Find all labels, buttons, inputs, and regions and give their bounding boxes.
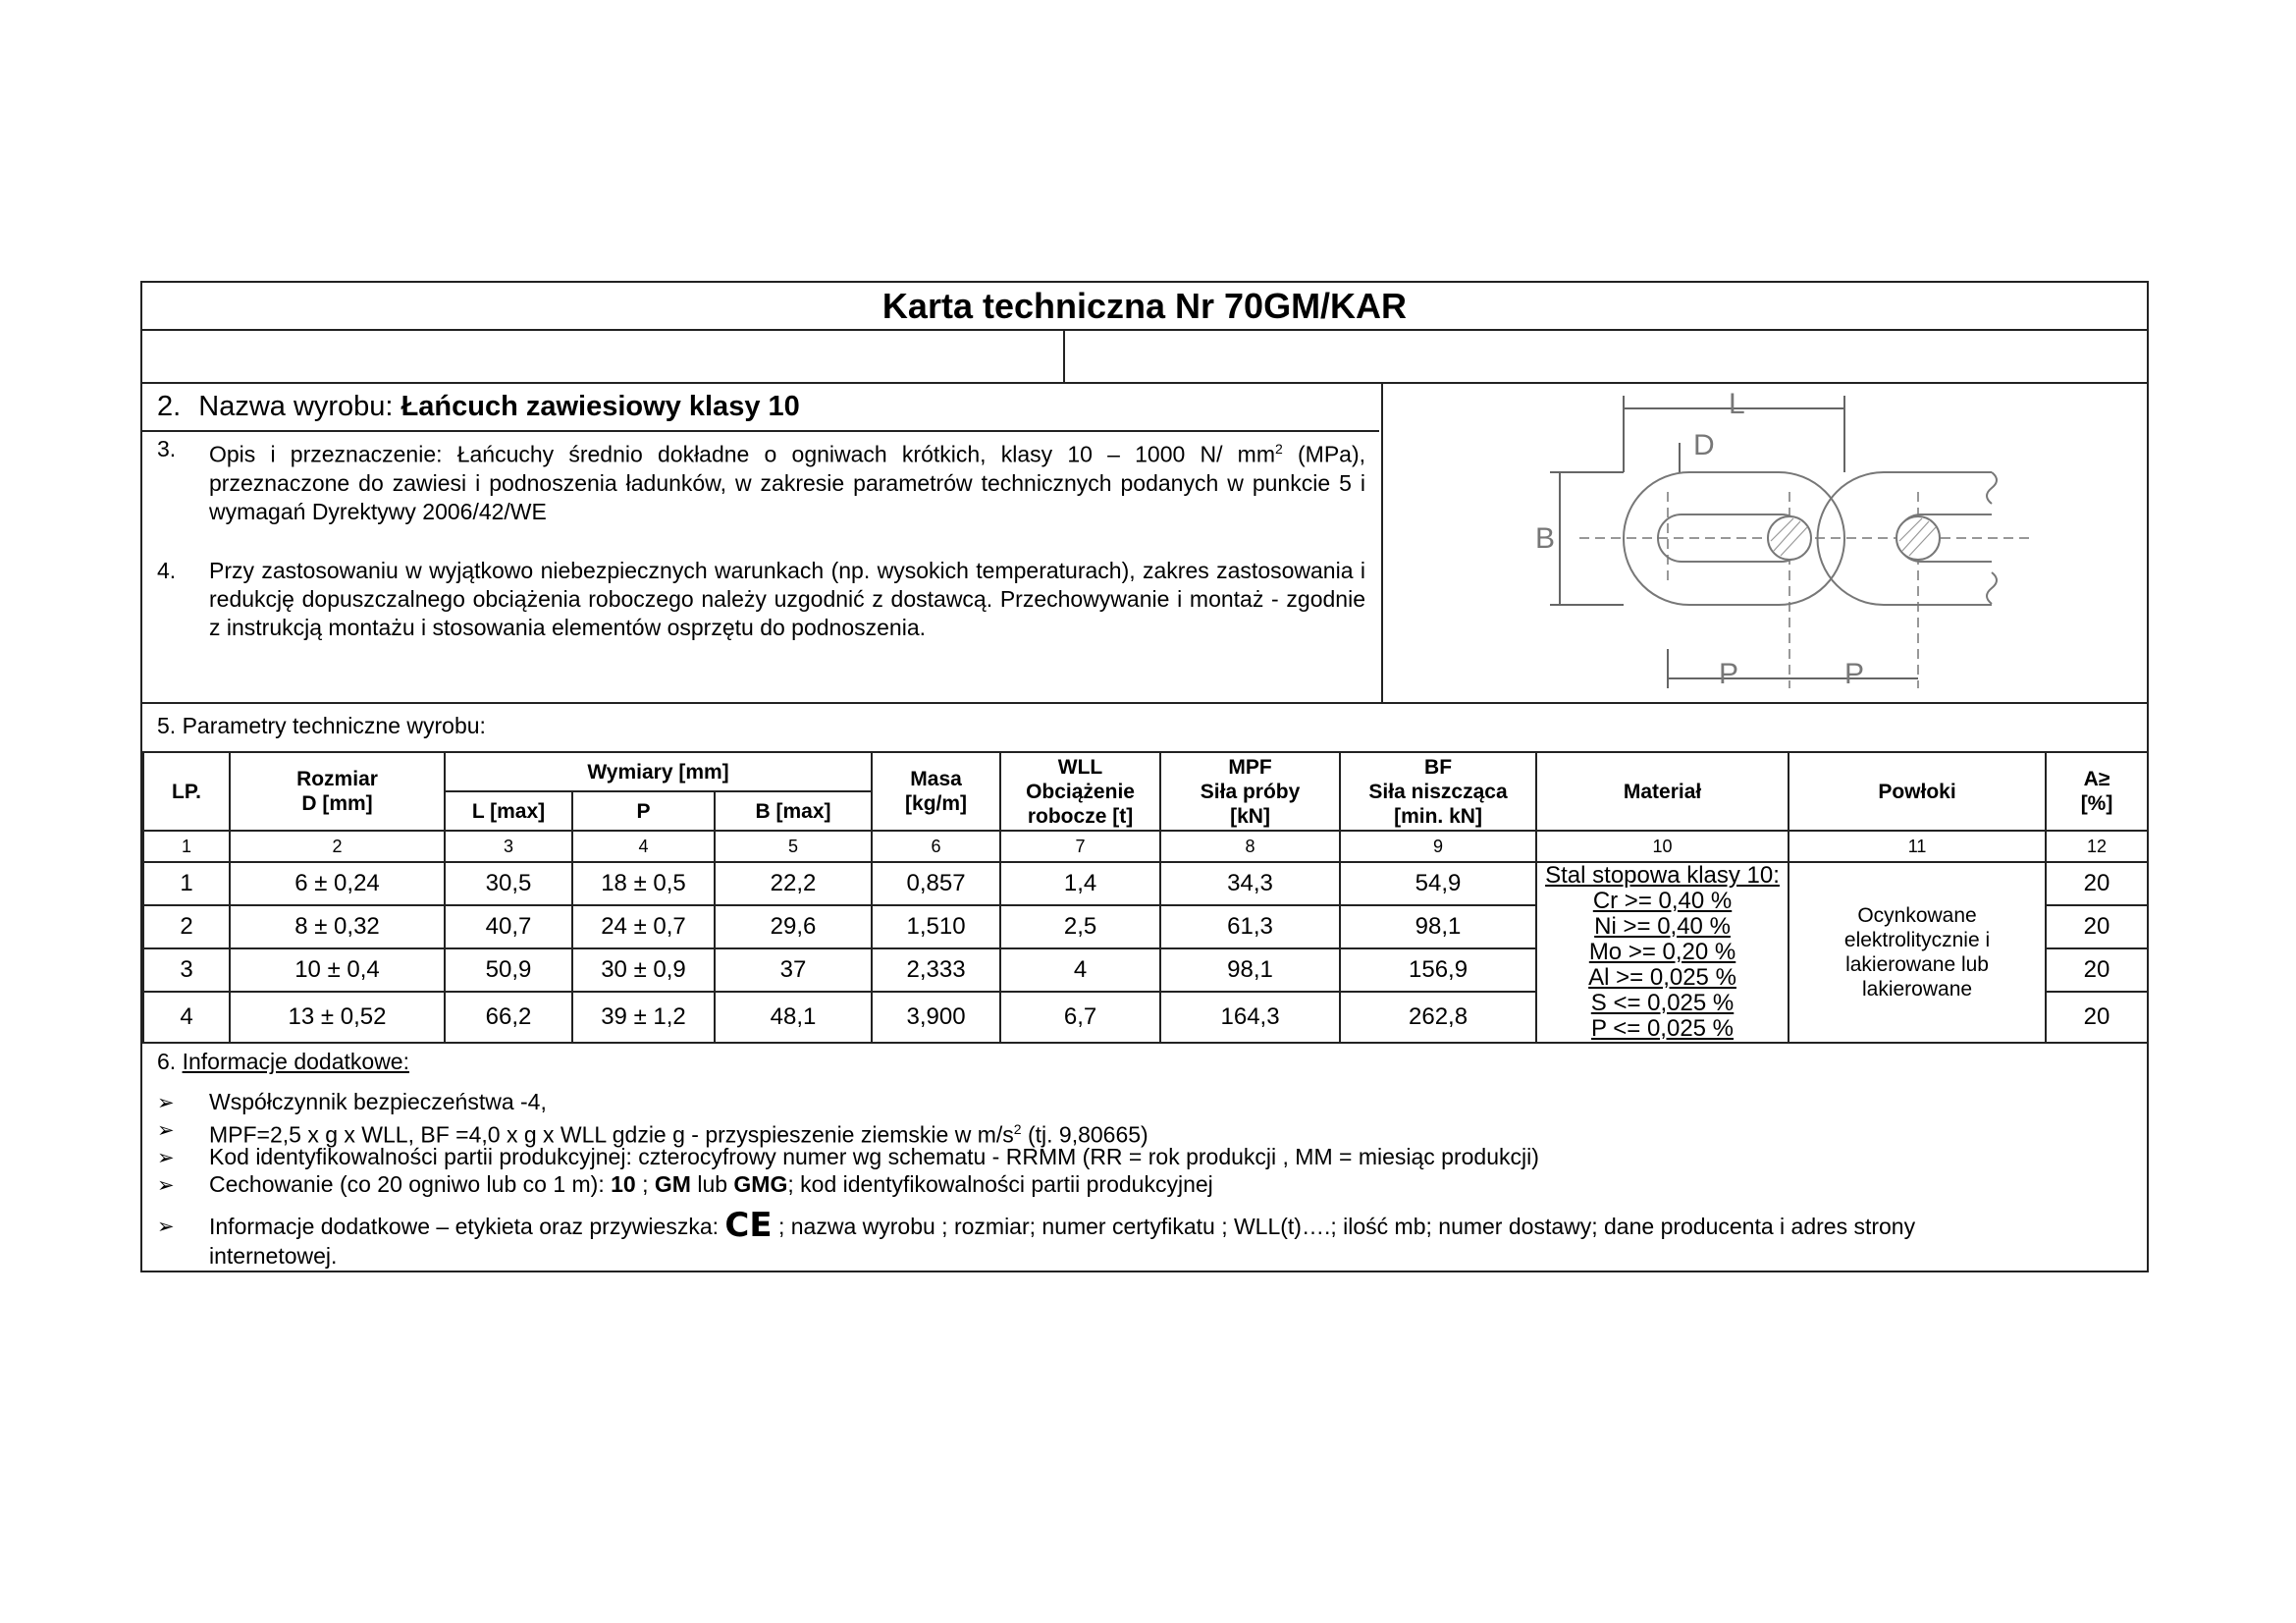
header-bf: BF Siła niszcząca [min. kN] [1340,752,1536,831]
cell-b: 37 [715,948,872,992]
coating-cell: Ocynkowane elektrolitycznie i lakierowane lub lakierowane [1789,862,2046,1043]
product-number: 2. [157,391,182,422]
cell-lp: 4 [143,992,230,1043]
cell-a: 20 [2046,948,2148,992]
column-number: 11 [1789,831,2046,862]
info-safety-factor: Współczynnik bezpieczeństwa -4, [209,1089,547,1114]
section5-title: 5. Parametry techniczne wyrobu: [157,713,486,738]
cell-p: 30 ± 0,9 [572,948,715,992]
column-number: 7 [1000,831,1160,862]
cell-b: 29,6 [715,905,872,948]
cell-b: 48,1 [715,992,872,1043]
header-b: B [max] [715,791,872,831]
header-wll: WLL Obciążenie robocze [t] [1000,752,1160,831]
cell-b: 22,2 [715,862,872,905]
info-traceability-code: Kod identyfikowalności partii produkcyjnej: czterocyfrowy numer wg schematu - RRMM (RR = rok produkcji , MM = miesiąc produkcji) [209,1144,1539,1169]
cell-d: 13 ± 0,52 [230,992,445,1043]
product-name: Łańcuch zawiesiowy klasy 10 [400,391,800,422]
cell-wll: 4 [1000,948,1160,992]
divider [1063,329,1065,382]
cell-lp: 1 [143,862,230,905]
cell-mpf: 61,3 [1160,905,1340,948]
label-b: B [1535,522,1556,555]
cell-bf: 54,9 [1340,862,1536,905]
material-cell: Stal stopowa klasy 10: Cr >= 0,40 % Ni >= 0,40 % Mo >= 0,20 % Al >= 0,025 % S <= 0,025 % P <= 0,025 % [1536,862,1789,1043]
header-mpf: MPF Siła próby [kN] [1160,752,1340,831]
bullet-icon: ➢ [157,1174,175,1197]
column-number: 4 [572,831,715,862]
cell-a: 20 [2046,862,2148,905]
column-number: 10 [1536,831,1789,862]
cell-mpf: 164,3 [1160,992,1340,1043]
section3-text: Opis i przeznaczenie: Łańcuchy średnio dokładne o ogniwach krótkich, klasy 10 – 1000 N/ $mm^2$ (MPa), przeznaczone do zawiesi i podnoszenia ładunków, w zakresie parametrów technicznych podanych w punkcie 5 i wymagań Dyrektywy 2006/42/WE [209,441,1365,524]
bullet-icon: ➢ [157,1216,175,1238]
label-p1: P [1719,658,1739,690]
divider [142,430,1379,432]
column-number: 8 [1160,831,1340,862]
cell-bf: 262,8 [1340,992,1536,1043]
header-material: Materiał [1536,752,1789,831]
header-lp: LP. [143,752,230,831]
cell-p: 18 ± 0,5 [572,862,715,905]
label-d: D [1693,429,1715,461]
section4-number: 4. [157,558,177,583]
header-a: A≥ [%] [2046,752,2148,831]
label-p2: P [1844,658,1865,690]
cell-wll: 6,7 [1000,992,1160,1043]
header-rozmiar: Rozmiar D [mm] [230,752,445,831]
technical-sheet [140,281,2149,1272]
cell-masa: 0,857 [872,862,1000,905]
section4-text: Przy zastosowaniu w wyjątkowo niebezpiecznych warunkach (np. wysokich temperaturach), zakres zastosowania i redukcję dopuszczalnego obciążenia roboczego należy uzgodnić z dostawcą. Przechowywanie i montaż - zgodnie z instrukcją montażu i stosowania elementów osprzętu do podnoszenia. [209,558,1365,640]
column-number: 6 [872,831,1000,862]
divider [142,702,2147,704]
divider [142,329,2147,331]
cell-lp: 2 [143,905,230,948]
bullet-icon: ➢ [157,1119,175,1142]
cell-bf: 98,1 [1340,905,1536,948]
info-label: Informacje dodatkowe – etykieta oraz przywieszka: CE ; nazwa wyrobu ; rozmiar; numer certyfikatu ; WLL(t)….; ilość mb; numer dostawy; dane producenta i adres strony [209,1206,1916,1245]
cell-p: 24 ± 0,7 [572,905,715,948]
parameters-table [142,751,2149,1044]
column-number: 12 [2046,831,2148,862]
cell-d: 8 ± 0,32 [230,905,445,948]
column-number: 3 [445,831,572,862]
cell-l: 30,5 [445,862,572,905]
column-number: 2 [230,831,445,862]
cell-wll: 1,4 [1000,862,1160,905]
cell-d: 6 ± 0,24 [230,862,445,905]
section3-number: 3. [157,436,177,461]
header-wymiary: Wymiary [mm] [445,752,872,791]
table-row [143,862,2148,905]
column-number: 1 [143,831,230,862]
info-formulas: MPF=2,5 x g x WLL, BF =4,0 x g x WLL gdzie g - przyspieszenie ziemskie w $m/s^2$ (tj. 9,80665) [209,1121,1148,1148]
bullet-icon: ➢ [157,1092,175,1114]
cell-l: 40,7 [445,905,572,948]
column-number: 5 [715,831,872,862]
cell-l: 66,2 [445,992,572,1043]
cell-l: 50,9 [445,948,572,992]
cell-bf: 156,9 [1340,948,1536,992]
cell-a: 20 [2046,992,2148,1043]
cell-wll: 2,5 [1000,905,1160,948]
cell-masa: 2,333 [872,948,1000,992]
cell-mpf: 34,3 [1160,862,1340,905]
cell-a: 20 [2046,905,2148,948]
sheet-title: Karta techniczna Nr 70GM/KAR [881,286,1408,326]
cell-lp: 3 [143,948,230,992]
cell-mpf: 98,1 [1160,948,1340,992]
section6-title: 6. Informacje dodatkowe: [157,1049,409,1074]
header-p: P [572,791,715,831]
header-masa: Masa [kg/m] [872,752,1000,831]
cell-masa: 1,510 [872,905,1000,948]
info-label-cont: internetowej. [209,1243,338,1269]
ce-mark-icon: CE [724,1206,773,1245]
chain-link-diagram [1383,384,2147,700]
cell-d: 10 ± 0,4 [230,948,445,992]
cell-masa: 3,900 [872,992,1000,1043]
product-name-row [157,389,800,424]
product-label: Nazwa wyrobu: [198,391,401,422]
bullet-icon: ➢ [157,1147,175,1169]
cell-p: 39 ± 1,2 [572,992,715,1043]
header-powloki: Powłoki [1789,752,2046,831]
header-l: L [max] [445,791,572,831]
column-number: 9 [1340,831,1536,862]
label-l: L [1729,388,1745,420]
info-marking: Cechowanie (co 20 ogniwo lub co 1 m): 10 ; GM lub GMG; kod identyfikowalności partii produkcyjnej [209,1171,1213,1197]
